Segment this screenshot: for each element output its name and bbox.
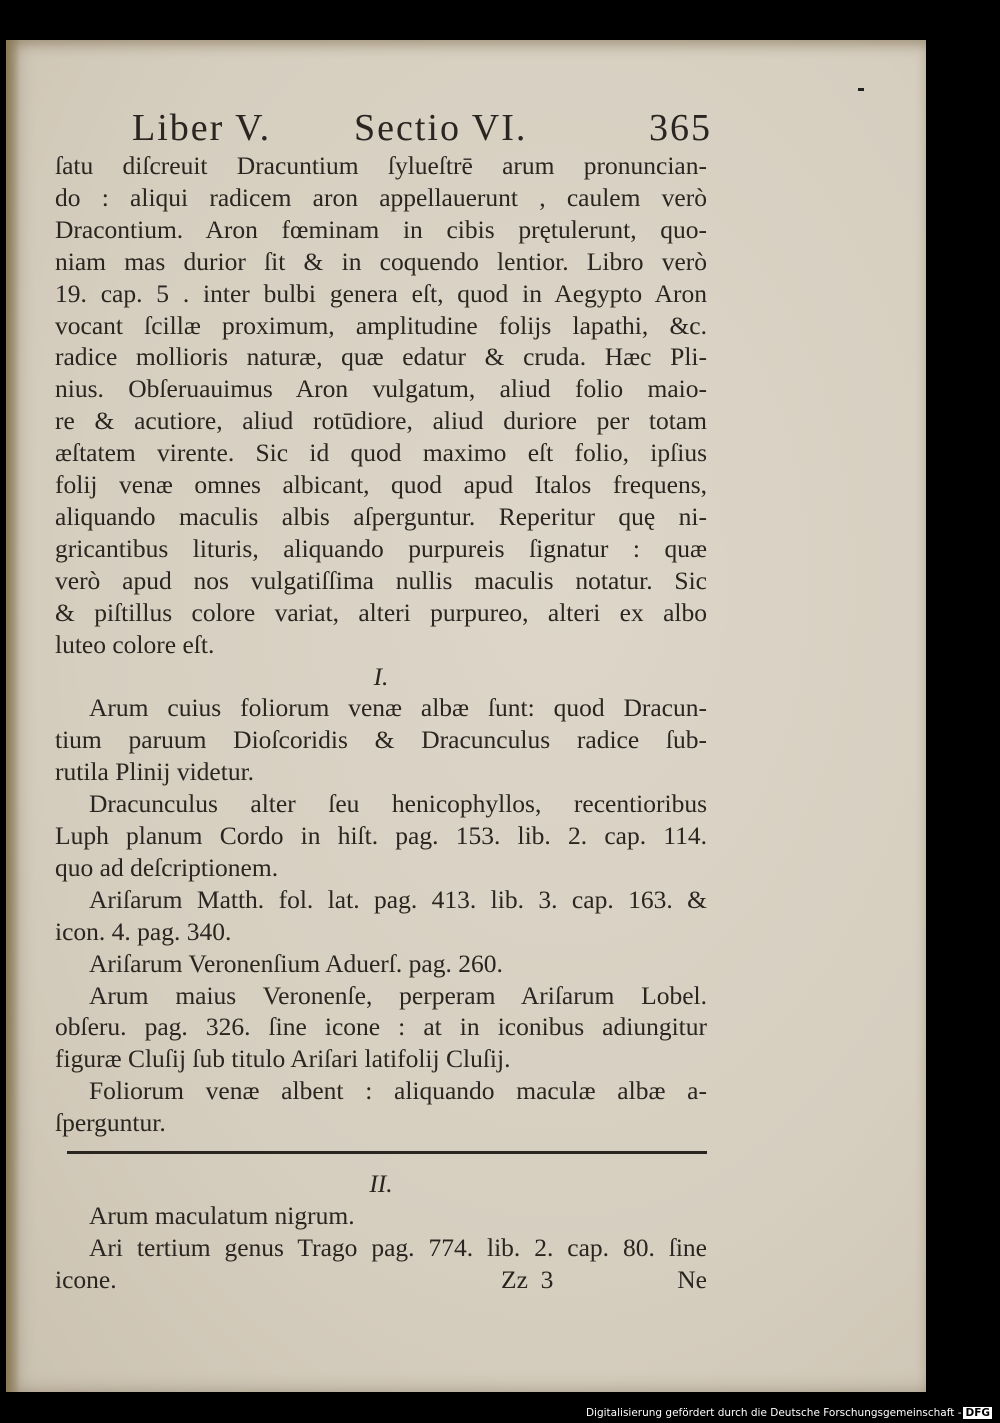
text-line: icon. 4. pag. 340.	[55, 916, 232, 946]
text-line: luteo colore eſt.	[55, 629, 215, 659]
text-line: æſtatem virente. Sic id quod maximo eſt folio, ipſius	[55, 438, 707, 468]
page-body	[55, 150, 707, 1296]
section-heading-1: I.	[373, 661, 389, 691]
text-line: Luph planum Cordo in hiſt. pag. 153. lib. 2. cap. 114.	[55, 821, 707, 851]
text-line: Arum cuius foliorum venæ albæ ſunt: quod Dracun-	[89, 693, 707, 723]
dfg-credit-text: Digitalisierung gefördert durch die Deutsche Forschungsgemeinschaft -	[585, 1407, 962, 1419]
text-line: Dracunculus alter ſeu henicophyllos, recentioribus	[89, 789, 707, 819]
text-line: verò apud nos vulgatiſſima nullis maculis notatur. Sic	[55, 565, 707, 595]
dfg-credit	[586, 1407, 992, 1419]
text-line: obſeru. pag. 326. ſine icone : at in iconibus adiungitur	[55, 1012, 707, 1042]
text-line: figuræ Cluſij ſub titulo Ariſari latifolij Cluſij.	[55, 1044, 511, 1074]
text-line: Foliorum venæ albent : aliquando maculæ albæ a-	[89, 1076, 707, 1106]
text-line: tium paruum Dioſcoridis & Dracunculus radice ſub-	[55, 725, 707, 755]
page-number: 365	[649, 107, 712, 149]
section-heading-2: II.	[369, 1169, 393, 1199]
text-line: 19. cap. 5 . inter bulbi genera eſt, quod in Aegypto Aron	[55, 278, 707, 308]
text-line: & piſtillus colore variat, alteri purpureo, alteri ex albo	[55, 597, 707, 627]
running-header	[132, 106, 712, 150]
intro-paragraph	[55, 150, 707, 661]
text-line: quo ad deſcriptionem.	[55, 852, 279, 882]
text-line: Dracontium. Aron fœminam in cibis prętulerunt, quo-	[55, 214, 707, 244]
catchword: Ne	[677, 1264, 707, 1294]
book-page	[6, 40, 926, 1392]
text-line: ſatu diſcreuit Dracuntium ſylueſtrē arum pronuncian-	[55, 151, 707, 180]
text-line: re & acutiore, aliud rotūdiore, aliud duriore per totam	[55, 406, 707, 436]
text-line: Ariſarum Veronenſium Aduerſ. pag. 260.	[89, 948, 503, 978]
text-line: icone.	[55, 1264, 117, 1294]
horizontal-rule	[67, 1151, 707, 1154]
text-line: ſperguntur.	[55, 1108, 166, 1138]
text-line: vocant ſcillæ proximum, amplitudine folijs lapathi, &c.	[55, 310, 707, 340]
page-spine-shadow	[6, 40, 20, 1392]
signature-mark: Zz 3	[501, 1264, 554, 1294]
text-line: nius. Obſeruauimus Aron vulgatum, aliud folio maio-	[55, 374, 707, 404]
text-line: Ari tertium genus Trago pag. 774. lib. 2. cap. 80. ſine	[89, 1232, 707, 1262]
text-line: do : aliqui radicem aron appellauerunt , caulem verò	[55, 182, 707, 212]
text-line: aliquando maculis albis aſperguntur. Reperitur quę ni-	[55, 501, 707, 531]
text-line: Arum maius Veronenſe, perperam Ariſarum Lobel.	[89, 980, 707, 1010]
text-line: Arum maculatum nigrum.	[89, 1201, 355, 1230]
text-line: Ariſarum Matth. fol. lat. pag. 413. lib. 3. cap. 163. &	[89, 884, 707, 914]
page-foot-line	[55, 1264, 707, 1296]
ink-mark	[858, 88, 864, 91]
text-line: rutila Plinij videtur.	[55, 757, 255, 787]
text-line: niam mas durior ſit & in coquendo lentior. Libro verò	[55, 246, 707, 276]
header-book: Liber V.	[132, 107, 272, 149]
dfg-logo: DFG	[965, 1407, 990, 1419]
text-line: radice mollioris naturæ, quæ edatur & cruda. Hæc Pli-	[55, 342, 707, 372]
header-section: Sectio VI.	[354, 107, 528, 149]
text-line: folij venæ omnes albicant, quod apud Italos frequens,	[55, 470, 707, 500]
text-line: gricantibus lituris, aliquando purpureis ſignatur : quæ	[55, 533, 707, 563]
